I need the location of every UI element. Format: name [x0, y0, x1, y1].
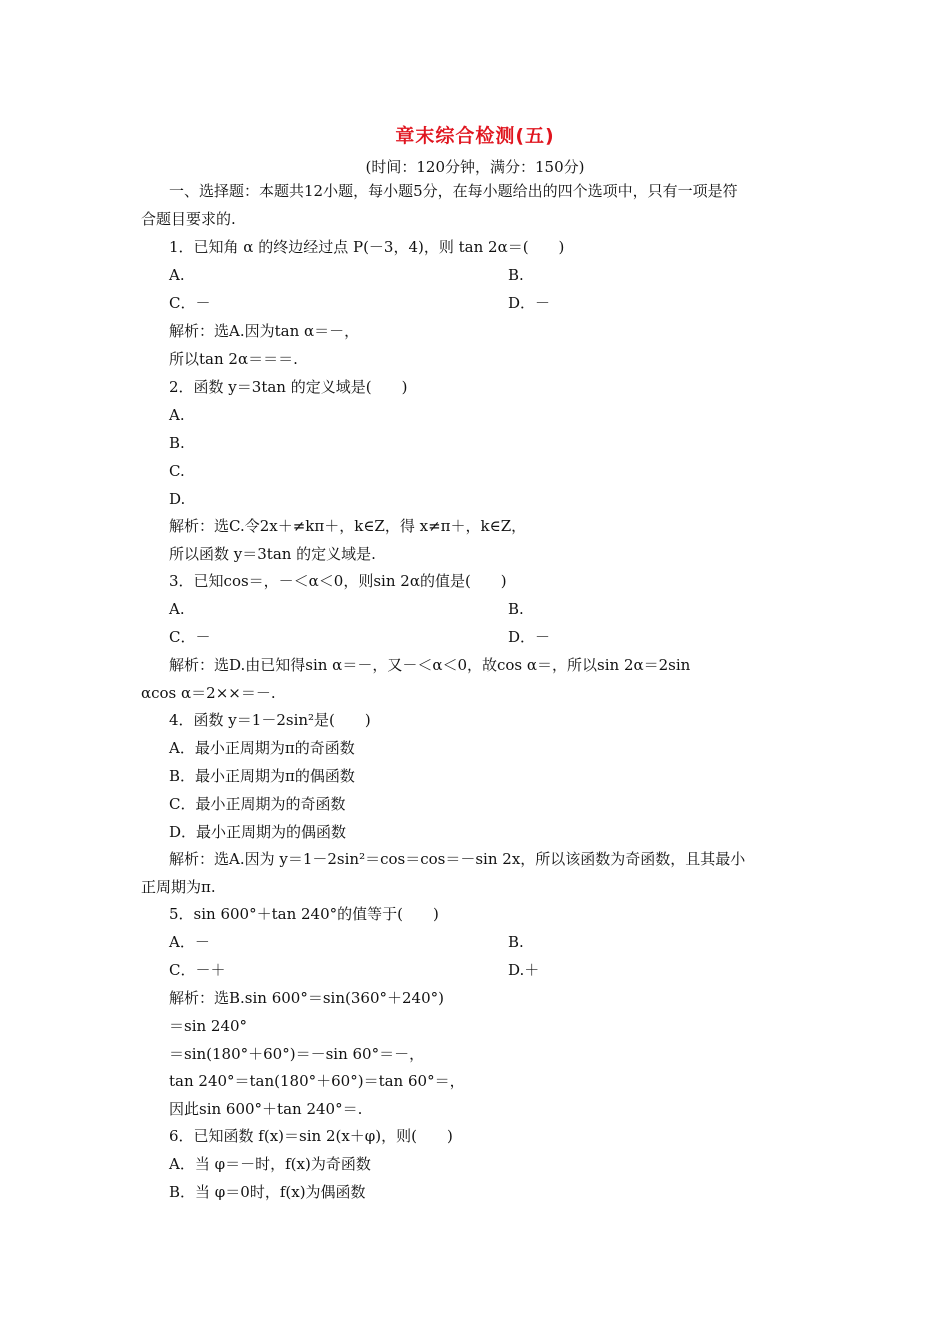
- option-d: D.: [169, 490, 186, 508]
- section-intro-cont: 合题目要求的.: [141, 210, 236, 228]
- option-a: A.: [169, 266, 185, 284]
- option-c: C．－: [169, 294, 211, 312]
- page-title: 章末综合检测(五): [395, 125, 555, 147]
- option-b: B.: [508, 600, 524, 618]
- exam-info: (时间：120分钟，满分：150分): [365, 158, 585, 176]
- solution-line: ＝sin 240°: [169, 1017, 248, 1035]
- option-a: A．－: [169, 933, 210, 951]
- option-d: D.＋: [508, 961, 540, 979]
- solution-line: 解析：选B.sin 600°＝sin(360°＋240°): [169, 989, 444, 1007]
- solution-line: 解析：选A.因为tan α＝－，: [169, 322, 360, 340]
- solution-line: 正周期为π.: [141, 878, 216, 896]
- question-stem: 6．已知函数 f(x)＝sin 2(x＋φ)，则( ): [169, 1127, 453, 1145]
- option-a: A.: [169, 600, 185, 618]
- option-c: C.: [169, 462, 185, 480]
- question-stem: 3．已知cos＝，－＜α＜0，则sin 2α的值是( ): [169, 572, 507, 590]
- option-b: B.: [508, 933, 524, 951]
- question-stem: 1．已知角 α 的终边经过点 P(－3，4)，则 tan 2α＝( ): [169, 238, 565, 256]
- solution-line: αcos α＝2××＝－.: [141, 684, 276, 702]
- solution-line: ＝sin(180°＋60°)＝－sin 60°＝－，: [169, 1045, 425, 1063]
- solution-line: 解析：选C.令2x＋≠kπ＋，k∈Z，得 x≠π＋，k∈Z，: [169, 517, 527, 535]
- option-b: B．当 φ＝0时，f(x)为偶函数: [169, 1183, 366, 1201]
- solution-line: 解析：选D.由已知得sin α＝－，又－＜α＜0，故cos α＝，所以sin 2α＝2sin: [169, 656, 691, 674]
- option-a: A.: [169, 406, 185, 424]
- option-b: B.: [169, 434, 185, 452]
- option-d: D．－: [508, 294, 551, 312]
- solution-line: 所以函数 y＝3tan 的定义域是.: [169, 545, 376, 563]
- section-intro: 一、选择题：本题共12小题，每小题5分，在每小题给出的四个选项中，只有一项是符: [169, 182, 738, 200]
- question-stem: 4．函数 y＝1－2sin²是( ): [169, 711, 371, 729]
- option-d: D．最小正周期为的偶函数: [169, 823, 347, 841]
- question-stem: 5．sin 600°＋tan 240°的值等于( ): [169, 905, 439, 923]
- option-b: B.: [508, 266, 524, 284]
- option-a: A．当 φ＝－时，f(x)为奇函数: [169, 1155, 371, 1173]
- question-stem: 2．函数 y＝3tan 的定义域是( ): [169, 378, 408, 396]
- option-c: C．－＋: [169, 961, 226, 979]
- option-c: C．最小正周期为的奇函数: [169, 795, 346, 813]
- solution-line: tan 240°＝tan(180°＋60°)＝tan 60°＝，: [169, 1072, 465, 1090]
- option-c: C．－: [169, 628, 211, 646]
- solution-line: 因此sin 600°＋tan 240°＝.: [169, 1100, 363, 1118]
- option-a: A．最小正周期为π的奇函数: [169, 739, 355, 757]
- solution-line: 所以tan 2α＝＝＝.: [169, 350, 298, 368]
- option-b: B．最小正周期为π的偶函数: [169, 767, 355, 785]
- solution-line: 解析：选A.因为 y＝1－2sin²＝cos＝cos＝－sin 2x，所以该函数为奇函数，且其最小: [169, 850, 746, 868]
- option-d: D．－: [508, 628, 551, 646]
